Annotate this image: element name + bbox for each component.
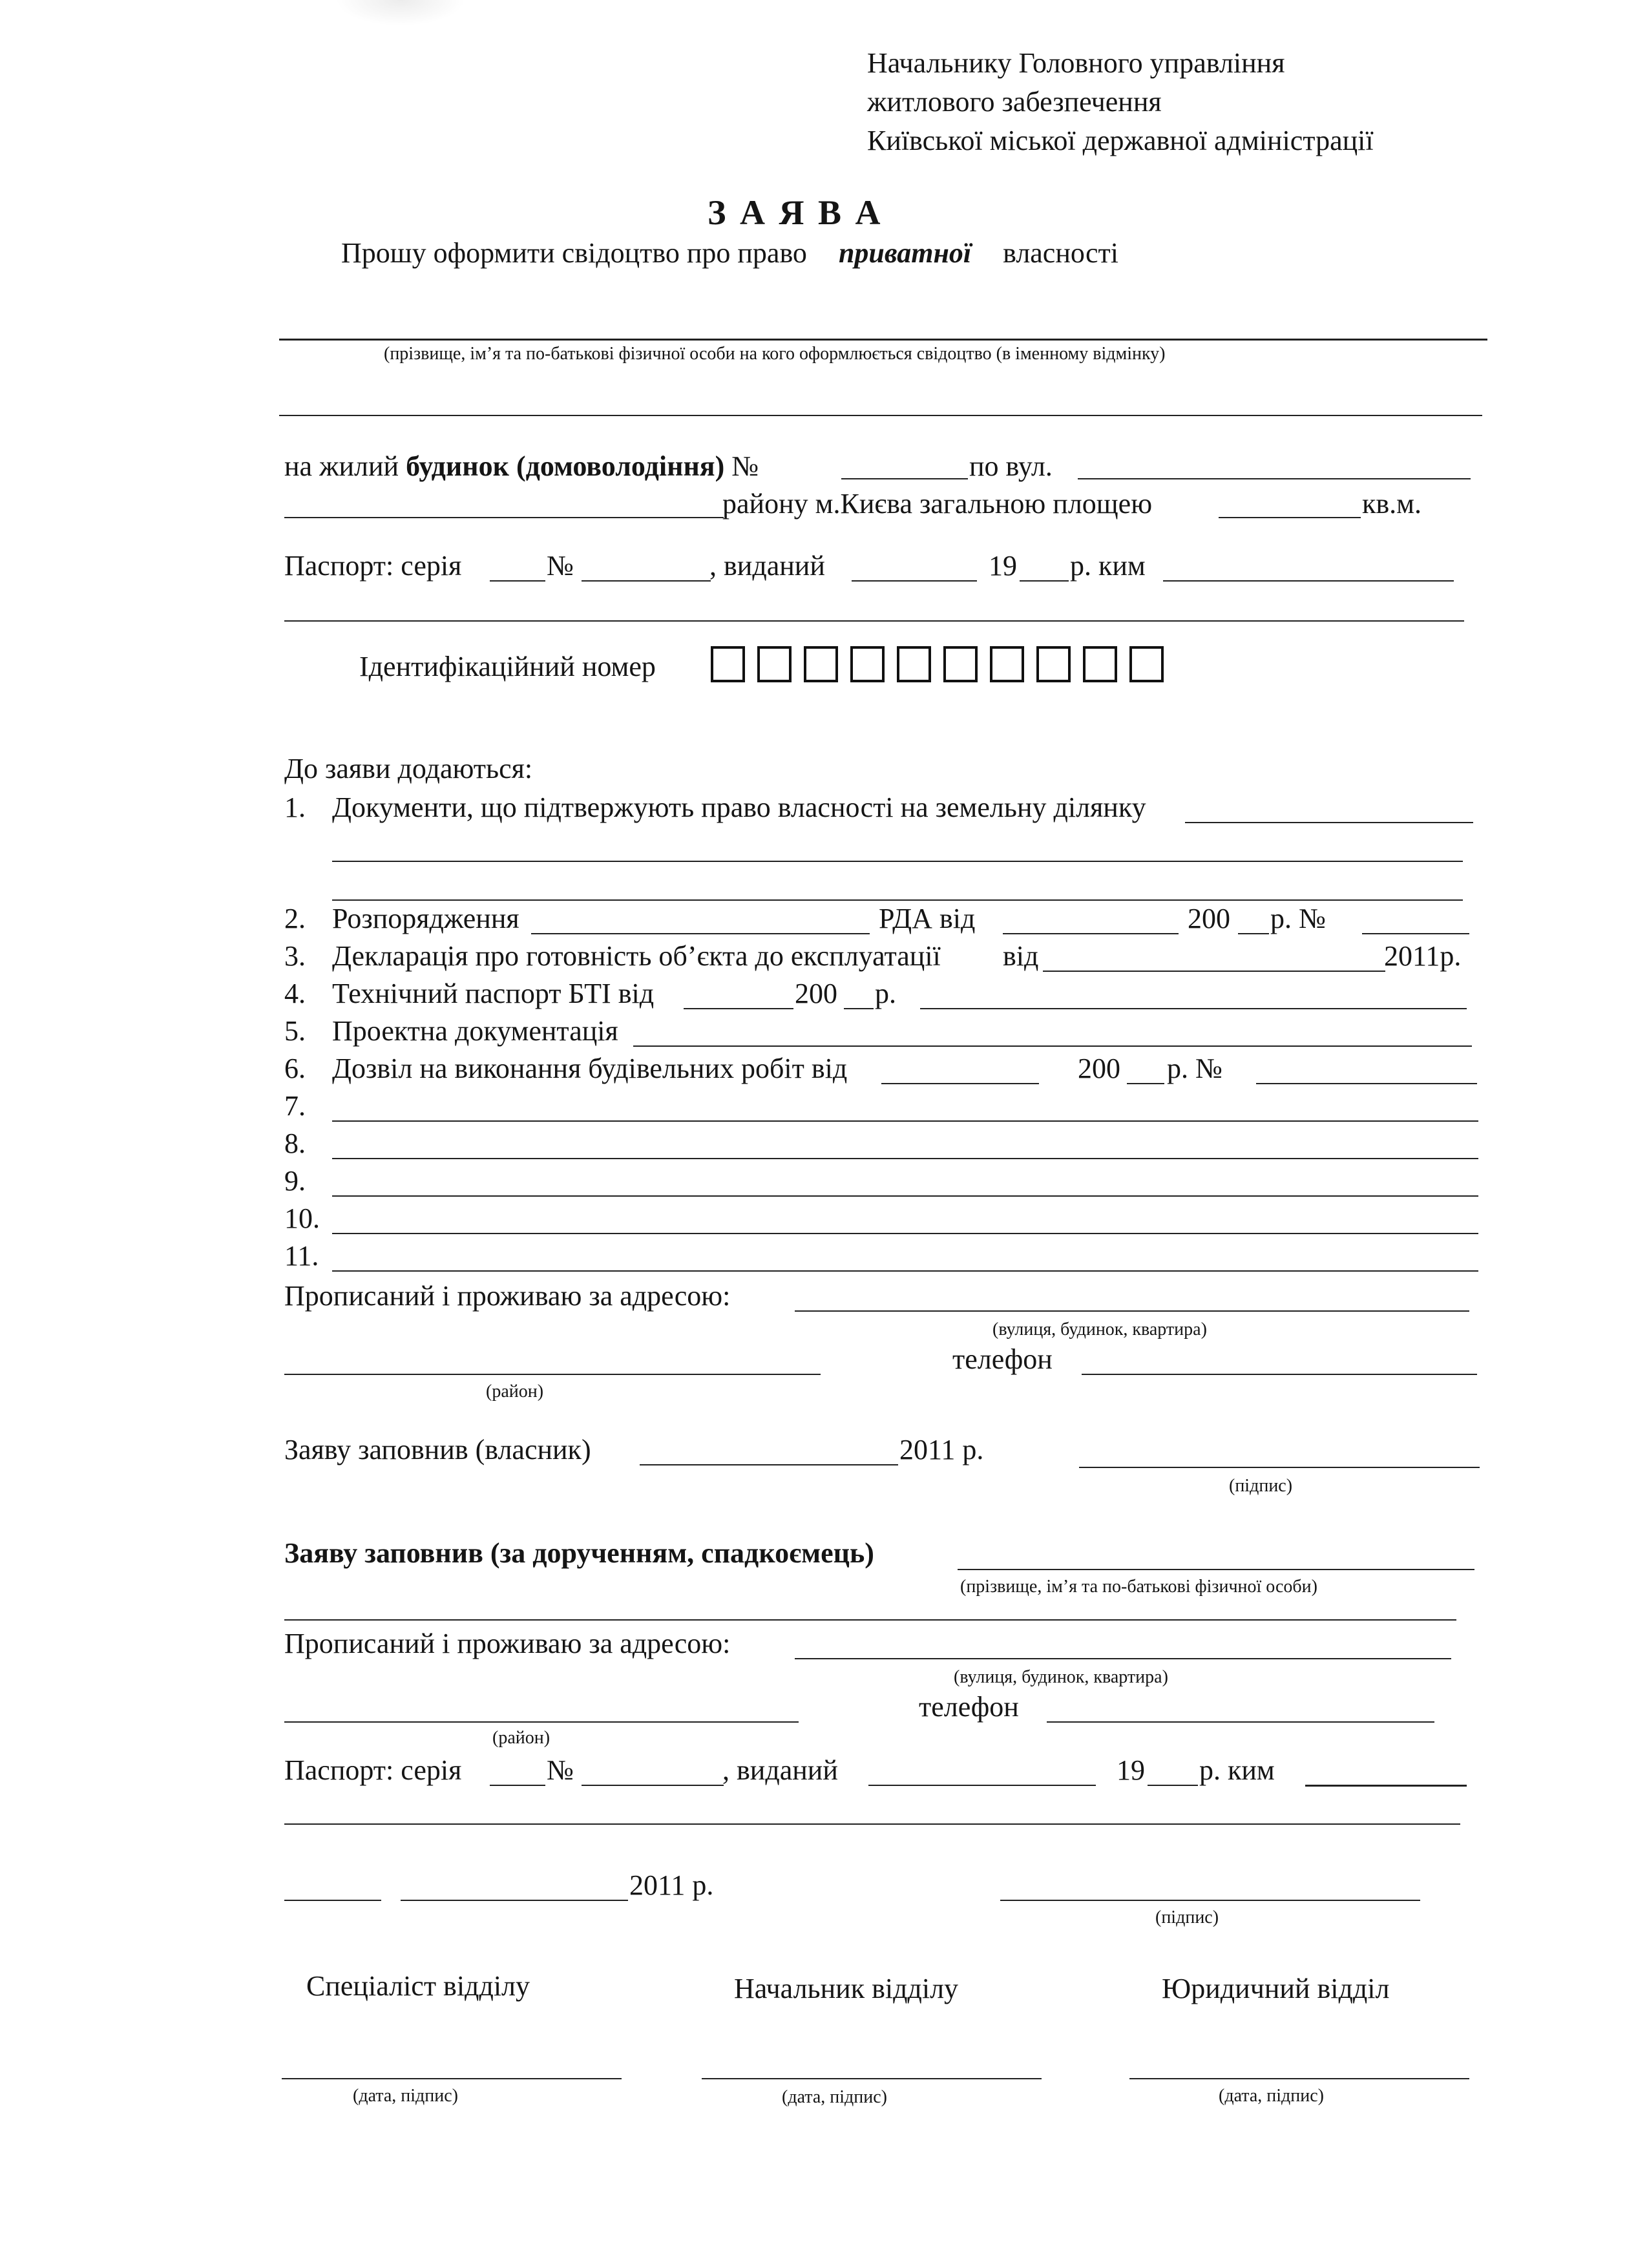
- owner-sign-hint: (підпис): [1229, 1476, 1293, 1496]
- passport1-issued-field[interactable]: [852, 580, 977, 582]
- attachment-5-label: Проектна документація: [332, 1015, 618, 1047]
- residence2-phone-field[interactable]: [1047, 1721, 1434, 1723]
- passport2-year-field[interactable]: [1148, 1785, 1198, 1786]
- id-digit-box[interactable]: [943, 646, 978, 682]
- house-bold: будинок (домоволодіння): [406, 450, 725, 482]
- attachment-1-field[interactable]: [1185, 822, 1473, 823]
- request-emphasis: приватної: [838, 237, 972, 269]
- attachment-6-num-label: р. №: [1167, 1053, 1222, 1084]
- attachment-number: 11.: [284, 1240, 319, 1272]
- street-field[interactable]: [1078, 478, 1471, 479]
- residence2-address-hint: (вулиця, будинок, квартира): [954, 1667, 1168, 1687]
- proxy-name-field[interactable]: [958, 1569, 1474, 1570]
- passport2-year-suffix: р. ким: [1199, 1754, 1275, 1786]
- residence1-address-hint: (вулиця, будинок, квартира): [992, 1319, 1207, 1339]
- residence2-address-field[interactable]: [795, 1658, 1451, 1659]
- attachment-2-year: 200: [1188, 903, 1230, 934]
- owner-fill-year: 2011 р.: [899, 1434, 984, 1465]
- attachment-number: 3.: [284, 940, 306, 972]
- attachment-2-number-field[interactable]: [1362, 933, 1469, 934]
- addressee-line-1: Начальнику Головного управління: [867, 47, 1285, 79]
- id-digit-box[interactable]: [897, 646, 931, 682]
- id-digit-box[interactable]: [804, 646, 838, 682]
- id-number-label: Ідентифікаційний номер: [359, 651, 656, 682]
- owner-name-hint: (прізвище, ім’я та по-батькові фізичної особи на кого оформлюється свідоцтво (в іменному відмінку): [384, 344, 1166, 364]
- area-field[interactable]: [1219, 517, 1361, 518]
- sqm-label: кв.м.: [1362, 488, 1421, 520]
- date-year: 2011 р.: [629, 1869, 714, 1901]
- street-label: по вул.: [969, 450, 1053, 482]
- passport1-issued-label: , виданий: [709, 550, 825, 582]
- attachment-4-extra-field[interactable]: [920, 1008, 1467, 1009]
- residence2-phone-label: телефон: [919, 1691, 1019, 1723]
- residence1-address-field[interactable]: [795, 1310, 1469, 1312]
- passport1-issuer-field[interactable]: [1163, 580, 1454, 582]
- attachment-4-year: 200: [795, 978, 837, 1009]
- attachment-6-year-field[interactable]: [1127, 1083, 1164, 1084]
- approval-legal-hint: (дата, підпис): [1219, 2086, 1325, 2106]
- residence2-district-hint: (район): [492, 1728, 551, 1748]
- signature-field[interactable]: [1000, 1900, 1420, 1901]
- passport2-issuer-field[interactable]: [1305, 1785, 1467, 1787]
- house-number-field[interactable]: [841, 478, 968, 479]
- attachment-5-field[interactable]: [633, 1045, 1472, 1047]
- passport1-year: 19: [989, 550, 1017, 582]
- attachment-4-suffix: р.: [875, 978, 896, 1009]
- id-digit-box[interactable]: [990, 646, 1024, 682]
- district-label: району м.Києва загальною площею: [722, 488, 1153, 520]
- passport2-issued-field[interactable]: [868, 1785, 1096, 1786]
- district-field[interactable]: [284, 517, 724, 518]
- attachment-2-label: Розпорядження: [332, 903, 519, 934]
- approval-role-legal: Юридичний відділ: [1162, 1973, 1390, 2004]
- attachment-1-line-2[interactable]: [332, 861, 1463, 862]
- attachment-number: 10.: [284, 1202, 320, 1234]
- attachment-6-date-field[interactable]: [881, 1083, 1039, 1084]
- document-title: З А Я В А: [708, 193, 883, 232]
- attachments-heading: До заяви додаються:: [284, 753, 533, 784]
- owner-name-line[interactable]: [279, 339, 1487, 341]
- attachment-8-field[interactable]: [332, 1158, 1478, 1159]
- proxy-name-hint: (прізвище, ім’я та по-батькові фізичної особи): [960, 1577, 1317, 1597]
- id-digit-box[interactable]: [757, 646, 792, 682]
- approval-legal-field[interactable]: [1129, 2078, 1469, 2079]
- passport2-issuer-line-2[interactable]: [284, 1823, 1460, 1825]
- house-number-label: №: [724, 450, 759, 482]
- owner-fill-date-field[interactable]: [640, 1464, 898, 1465]
- approval-role-specialist: Спеціаліст відділу: [306, 1970, 530, 2002]
- passport1-number-field[interactable]: [582, 580, 711, 582]
- attachment-6-number-field[interactable]: [1256, 1083, 1477, 1084]
- attachment-3-label: Декларація про готовність об’єкта до експлуатації: [332, 940, 941, 972]
- owner-fill-label: Заяву заповнив (власник): [284, 1434, 591, 1465]
- attachment-6-label: Дозвіл на виконання будівельних робіт від: [332, 1053, 848, 1084]
- id-digit-box[interactable]: [1129, 646, 1164, 682]
- passport2-label: Паспорт: серія: [284, 1754, 462, 1786]
- residence1-phone-field[interactable]: [1082, 1374, 1477, 1375]
- id-digit-box[interactable]: [1036, 646, 1071, 682]
- owner-signature-field[interactable]: [1079, 1467, 1480, 1468]
- attachment-4-label: Технічний паспорт БТІ від: [332, 978, 655, 1009]
- scan-smudge: [336, 0, 465, 26]
- attachment-10-field[interactable]: [332, 1233, 1478, 1234]
- attachment-2-rda: РДА від: [879, 903, 976, 934]
- attachment-number: 5.: [284, 1015, 306, 1047]
- proxy-fill-label: Заяву заповнив (за дорученням, спадкоємець): [284, 1537, 874, 1569]
- attachment-3-year: 2011р.: [1384, 940, 1462, 972]
- residence1-district-hint: (район): [486, 1381, 544, 1402]
- attachment-6-year: 200: [1078, 1053, 1120, 1084]
- addressee-line-3: Київської міської державної адміністрації: [867, 125, 1374, 156]
- passport1-year-field[interactable]: [1020, 580, 1069, 582]
- attachment-11-field[interactable]: [332, 1270, 1478, 1272]
- owner-name-line-2[interactable]: [279, 415, 1482, 416]
- attachment-9-field[interactable]: [332, 1195, 1478, 1197]
- attachment-2-date-field[interactable]: [1003, 933, 1179, 934]
- attachment-2-order-field[interactable]: [531, 933, 870, 934]
- proxy-name-line-2[interactable]: [284, 1619, 1456, 1621]
- attachment-2-num-label: р. №: [1270, 903, 1326, 934]
- attachment-7-field[interactable]: [332, 1120, 1478, 1122]
- date-month-field[interactable]: [401, 1900, 628, 1901]
- signature-hint: (підпис): [1155, 1907, 1219, 1927]
- residence2-label: Прописаний і проживаю за адресою:: [284, 1628, 731, 1659]
- approval-head-hint: (дата, підпис): [782, 2087, 888, 2107]
- passport2-series-field[interactable]: [490, 1785, 545, 1786]
- passport2-number-field[interactable]: [582, 1785, 724, 1786]
- attachment-3-from: від: [1003, 940, 1039, 972]
- attachment-number: 4.: [284, 978, 306, 1009]
- passport2-num-label: №: [547, 1754, 574, 1786]
- id-digit-box[interactable]: [850, 646, 885, 682]
- attachment-number: 8.: [284, 1128, 306, 1159]
- passport1-issuer-line-2[interactable]: [284, 620, 1464, 622]
- attachment-3-date-field[interactable]: [1043, 971, 1385, 972]
- passport1-series-field[interactable]: [490, 580, 545, 582]
- house-line: [284, 452, 759, 481]
- attachment-4-year-field[interactable]: [844, 1008, 874, 1009]
- passport2-issued-label: , виданий: [722, 1754, 838, 1786]
- attachment-2-year-field[interactable]: [1238, 933, 1269, 934]
- residence1-phone-label: телефон: [952, 1343, 1053, 1375]
- approval-specialist-hint: (дата, підпис): [353, 2086, 459, 2106]
- attachment-number: 1.: [284, 792, 306, 823]
- approval-head-field[interactable]: [702, 2078, 1042, 2079]
- attachment-4-date-field[interactable]: [684, 1008, 793, 1009]
- date-day-field[interactable]: [284, 1900, 381, 1901]
- request-suffix: власності: [1003, 237, 1118, 269]
- addressee-line-2: житлового забезпечення: [867, 86, 1162, 118]
- request-line: [341, 239, 1118, 268]
- attachment-number: 2.: [284, 903, 306, 934]
- request-prefix: Прошу оформити свідоцтво про право: [341, 237, 807, 269]
- passport2-year: 19: [1117, 1754, 1145, 1786]
- passport1-num-label: №: [547, 550, 574, 582]
- passport1-year-suffix: р. ким: [1070, 550, 1146, 582]
- id-digit-box[interactable]: [711, 646, 745, 682]
- approval-specialist-field[interactable]: [282, 2078, 622, 2079]
- approval-role-head: Начальник відділу: [734, 1973, 959, 2004]
- attachment-number: 9.: [284, 1165, 306, 1197]
- passport1-label: Паспорт: серія: [284, 550, 462, 582]
- id-digit-box[interactable]: [1083, 646, 1117, 682]
- residence2-district-field[interactable]: [284, 1721, 799, 1723]
- attachment-number: 6.: [284, 1053, 306, 1084]
- attachment-number: 7.: [284, 1090, 306, 1122]
- attachment-1-label: Документи, що підтвержують право власності на земельну ділянку: [332, 792, 1146, 823]
- residence1-label: Прописаний і проживаю за адресою:: [284, 1280, 731, 1312]
- house-prefix: на жилий: [284, 450, 406, 482]
- attachment-1-line-3[interactable]: [332, 899, 1463, 901]
- residence1-district-field[interactable]: [284, 1374, 821, 1375]
